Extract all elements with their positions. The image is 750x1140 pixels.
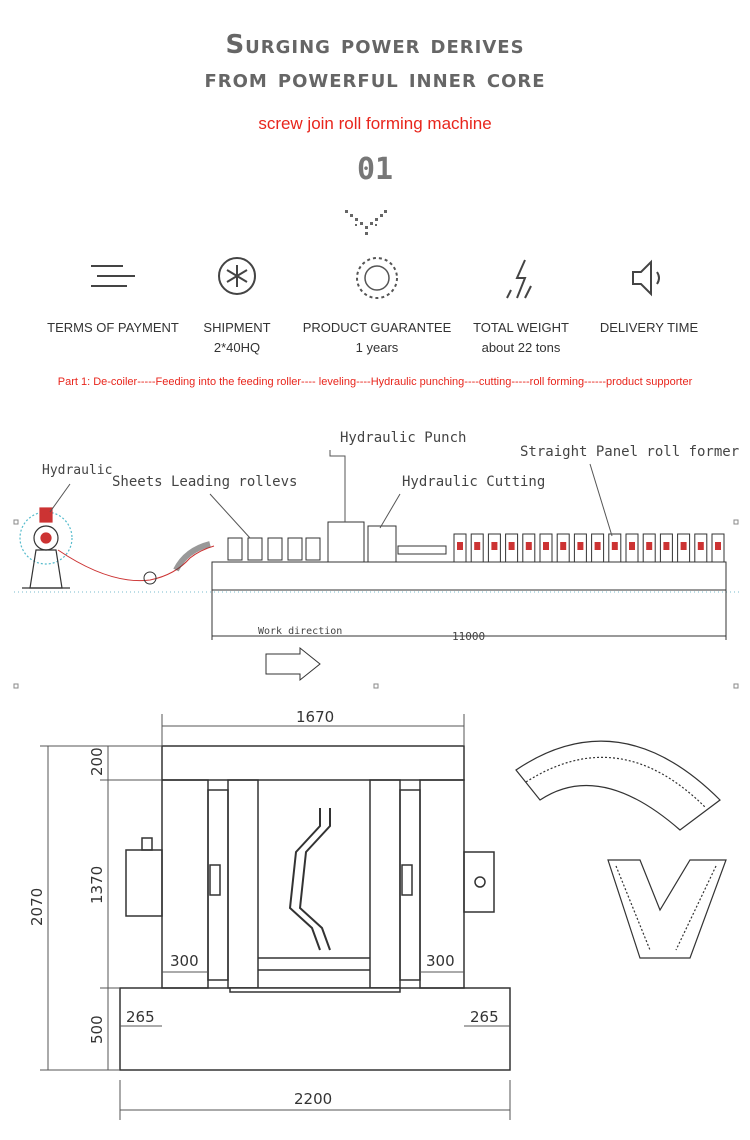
- feature-title: SHIPMENT: [203, 320, 271, 335]
- feature-delivery-time: [574, 256, 724, 338]
- roll-station-core: [698, 542, 704, 550]
- feature-title: TOTAL WEIGHT: [473, 320, 569, 335]
- roll-station-core: [491, 542, 497, 550]
- menu-lines-icon: [83, 256, 143, 296]
- chevron-down-icon: [345, 210, 387, 236]
- snowflake-circle-icon: [207, 256, 267, 296]
- feature-shipment: [162, 256, 312, 358]
- dim-left-offset: 265: [126, 1008, 155, 1026]
- dim-right-gap: 300: [426, 952, 455, 970]
- roll-station-core: [612, 542, 618, 550]
- roll-station-core: [715, 542, 721, 550]
- technical-drawing: [0, 410, 750, 1140]
- section-number: 01: [356, 152, 394, 187]
- feature-value: about 22 tons: [481, 340, 561, 355]
- feature-title: DELIVERY TIME: [599, 320, 699, 335]
- dim-left-gap: 300: [170, 952, 199, 970]
- lightning-icon: [491, 256, 551, 300]
- feature-title: TERMS OF PAYMENT: [47, 320, 179, 335]
- arrow-right-icon: [266, 648, 320, 680]
- roller-parts-sketch: [516, 741, 726, 958]
- speaker-icon: [619, 256, 679, 300]
- roll-station-core: [543, 542, 549, 550]
- label-length: 11000: [452, 630, 486, 643]
- cross-section-drawing: [120, 746, 510, 1070]
- dim-right-offset: 265: [470, 1008, 499, 1026]
- label-hydraulic-cutting: Hydraulic Cutting: [402, 474, 546, 490]
- roll-station-core: [509, 542, 515, 550]
- roll-station-core: [526, 542, 532, 550]
- roll-station-core: [646, 542, 652, 550]
- label-work-direction: Work direction: [258, 626, 343, 637]
- feature-product-guarantee: [302, 256, 452, 358]
- headline-line-2: from powerful inner core: [204, 64, 546, 94]
- roll-station-core: [663, 542, 669, 550]
- process-description: Part 1: De-coiler-----Feeding into the feeding roller---- leveling----Hydraulic punching----cutting-----roll forming------product supporter: [57, 376, 693, 388]
- roll-station-core: [595, 542, 601, 550]
- dim-top-height: 200: [88, 747, 106, 776]
- roll-station-core: [681, 542, 687, 550]
- roll-station-core: [457, 542, 463, 550]
- dim-top-width: 1670: [296, 708, 335, 726]
- feature-title: PRODUCT GUARANTEE: [302, 320, 452, 335]
- label-straight-panel: Straight Panel roll former: [520, 444, 740, 460]
- dim-total-height: 2070: [28, 887, 46, 926]
- dashed-ring-icon: [347, 256, 407, 300]
- headline-line-1: Surging power derives: [225, 30, 525, 60]
- label-hydraulic: Hydraulic: [42, 463, 113, 478]
- feature-value: 2*40HQ: [213, 340, 261, 355]
- decoiler: [20, 508, 72, 588]
- roll-station-core: [474, 542, 480, 550]
- label-hydraulic-punch: Hydraulic Punch: [340, 430, 467, 446]
- dim-base-width: 2200: [294, 1090, 333, 1108]
- label-sheets-leading: Sheets Leading rollevs: [112, 474, 298, 490]
- dim-base-height: 500: [88, 1015, 106, 1044]
- roll-station-core: [577, 542, 583, 550]
- production-line-drawing: [14, 430, 740, 688]
- roll-station-core: [560, 542, 566, 550]
- dim-mid-height: 1370: [88, 865, 106, 904]
- roll-station-core: [629, 542, 635, 550]
- product-subtitle: screw join roll forming machine: [258, 114, 492, 133]
- feature-value: 1 years: [355, 340, 399, 355]
